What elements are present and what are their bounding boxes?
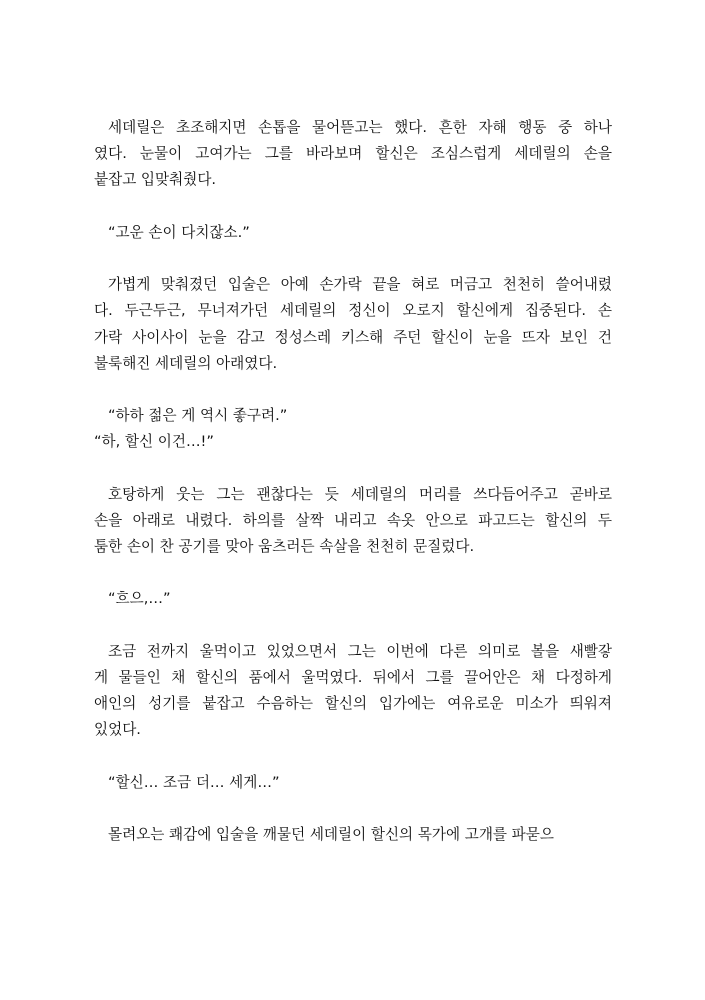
text-line: 가볍게 맞춰졌던 입술은 아예 손가락 끝을 혀로 머금고 천천히 쓸어내렸 xyxy=(108,276,612,294)
narration-paragraph xyxy=(94,115,612,194)
paragraph-gap xyxy=(94,246,612,272)
paragraph-gap xyxy=(94,377,612,403)
text-line: “할신… 조금 더… 세게…” xyxy=(108,773,280,791)
paragraph-gap xyxy=(94,560,612,586)
dialogue-paragraph xyxy=(94,403,612,455)
paragraph-gap xyxy=(94,744,612,770)
text-line: 툼한 손이 찬 공기를 맞아 움츠러든 속살을 천천히 문질렀다. xyxy=(94,538,475,555)
dialogue-paragraph xyxy=(94,770,612,796)
text-line: 애인의 성기를 붙잡고 수음하는 할신의 입가에는 여유로운 미소가 띄워져 xyxy=(94,695,612,713)
text-line: 다. 두근두근, 무너져가던 세데릴의 정신이 오로지 할신에게 집중된다. 손 xyxy=(94,302,612,320)
dialogue-paragraph xyxy=(94,586,612,612)
text-line: 호탕하게 웃는 그는 괜찮다는 듯 세데릴의 머리를 쓰다듬어주고 곧바로 xyxy=(108,485,612,503)
narration-paragraph xyxy=(94,482,612,561)
text-line: 세데릴은 초조해지면 손톱을 물어뜯고는 했다. 흔한 자해 행동 중 하나 xyxy=(108,119,612,136)
text-line: 가락 사이사이 눈을 감고 정성스레 키스해 주던 할신이 눈을 뜨자 보인 건 xyxy=(94,328,612,346)
paragraph-gap xyxy=(94,796,612,822)
document-body xyxy=(94,115,612,848)
narration-paragraph xyxy=(94,272,612,377)
text-line: 였다. 눈물이 고여가는 그를 바라보며 할신은 조심스럽게 세데릴의 손을 xyxy=(94,145,612,163)
paragraph-gap xyxy=(94,194,612,220)
text-line: “하, 할신 이건…!” xyxy=(94,433,214,451)
text-line: “하하 젊은 게 역시 좋구려.” xyxy=(108,407,288,425)
narration-paragraph xyxy=(94,822,612,848)
text-line: 붙잡고 입맞춰줬다. xyxy=(94,171,217,189)
text-line: 있었다. xyxy=(94,721,141,739)
text-line: “흐으,…” xyxy=(108,590,171,608)
dialogue-paragraph xyxy=(94,220,612,246)
text-line: “고운 손이 다치잖소.” xyxy=(108,223,250,241)
text-line: 불룩해진 세데릴의 아래였다. xyxy=(94,354,278,372)
paragraph-gap xyxy=(94,613,612,639)
narration-paragraph xyxy=(94,639,612,744)
paragraph-gap xyxy=(94,455,612,481)
text-line: 몰려오는 쾌감에 입술을 깨물던 세데릴이 할신의 목가에 고개를 파묻으 xyxy=(108,826,554,844)
text-line: 손을 아래로 내렸다. 하의를 살짝 내리고 속옷 안으로 파고드는 할신의 두 xyxy=(94,511,612,529)
text-line: 조금 전까지 울먹이고 있었으면서 그는 이번에 다른 의미로 볼을 새빨갛 xyxy=(108,642,612,660)
text-line: 게 물들인 채 할신의 품에서 울먹였다. 뒤에서 그를 끌어안은 채 다정하게 xyxy=(94,668,612,686)
